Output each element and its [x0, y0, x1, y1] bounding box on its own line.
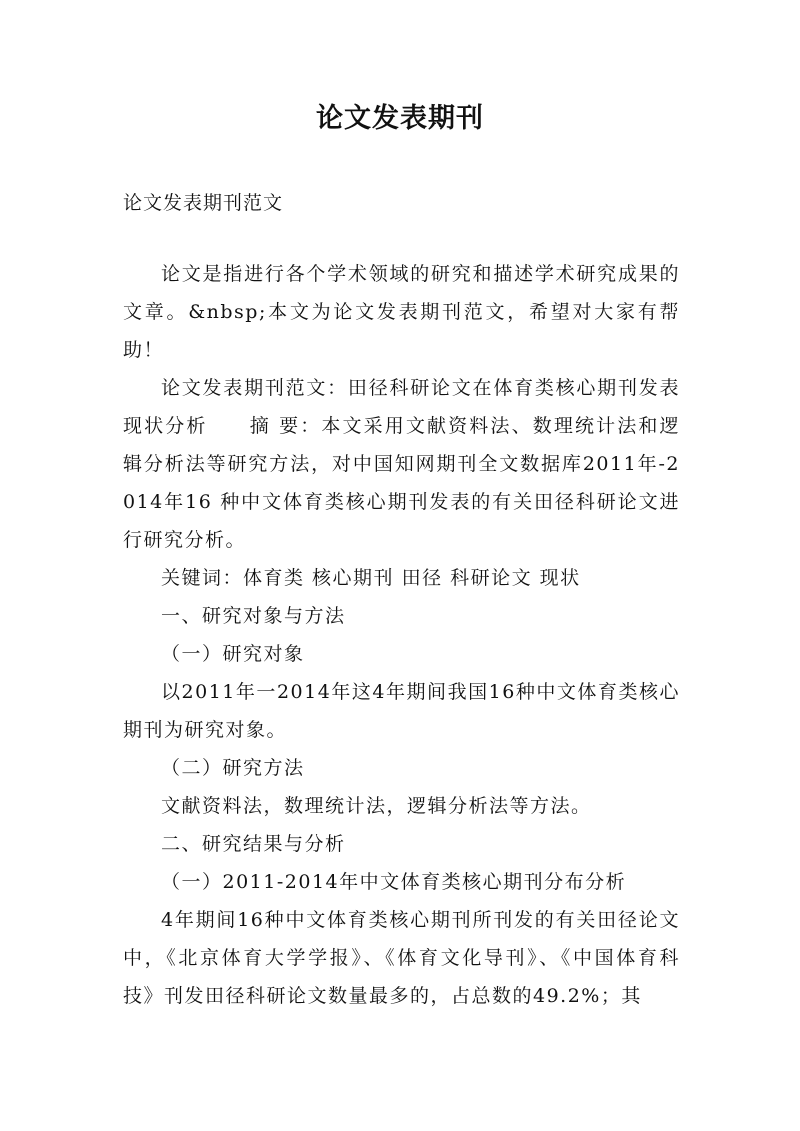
document-subtitle: 论文发表期刊范文 [123, 192, 284, 214]
research-method-paragraph: 文献资料法，数理统计法，逻辑分析法等方法。 [161, 795, 592, 817]
subsection-heading-1-2: （二）研究方法 [161, 757, 305, 779]
subsection-heading-1-1: （一）研究对象 [161, 643, 305, 665]
subsection-heading-2-1: （一）2011-2014年中文体育类核心期刊分布分析 [161, 871, 627, 893]
intro-paragraph: 论文是指进行各个学术领域的研究和描述学术研究成果的文章。&nbsp;本文为论文发表期刊范文，希望对大家有帮助！ [123, 263, 680, 361]
research-object-paragraph: 以2011年一2014年这4年期间我国16种中文体育类核心期刊为研究对象。 [123, 681, 680, 741]
distribution-paragraph: 4年期间16种中文体育类核心期刊所刊发的有关田径论文中，《北京体育大学学报》、《体育文化导刊》、《中国体育科技》刊发田径科研论文数量最多的，占总数的49.2%；其 [123, 909, 680, 1007]
section-heading-2: 二、研究结果与分析 [161, 833, 346, 855]
document-body [123, 255, 680, 1015]
section-heading-1: 一、研究对象与方法 [161, 605, 346, 627]
keywords-paragraph: 关键词：体育类 核心期刊 田径 科研论文 现状 [161, 567, 581, 589]
document-title: 论文发表期刊 [316, 103, 484, 134]
abstract-paragraph: 论文发表期刊范文：田径科研论文在体育类核心期刊发表现状分析 摘 要：本文采用文献资料法、数理统计法和逻辑分析法等研究方法，对中国知网期刊全文数据库2011年-2014年16 种中文体育类核心期刊发表的有关田径科研论文进行研究分析。 [123, 377, 680, 551]
